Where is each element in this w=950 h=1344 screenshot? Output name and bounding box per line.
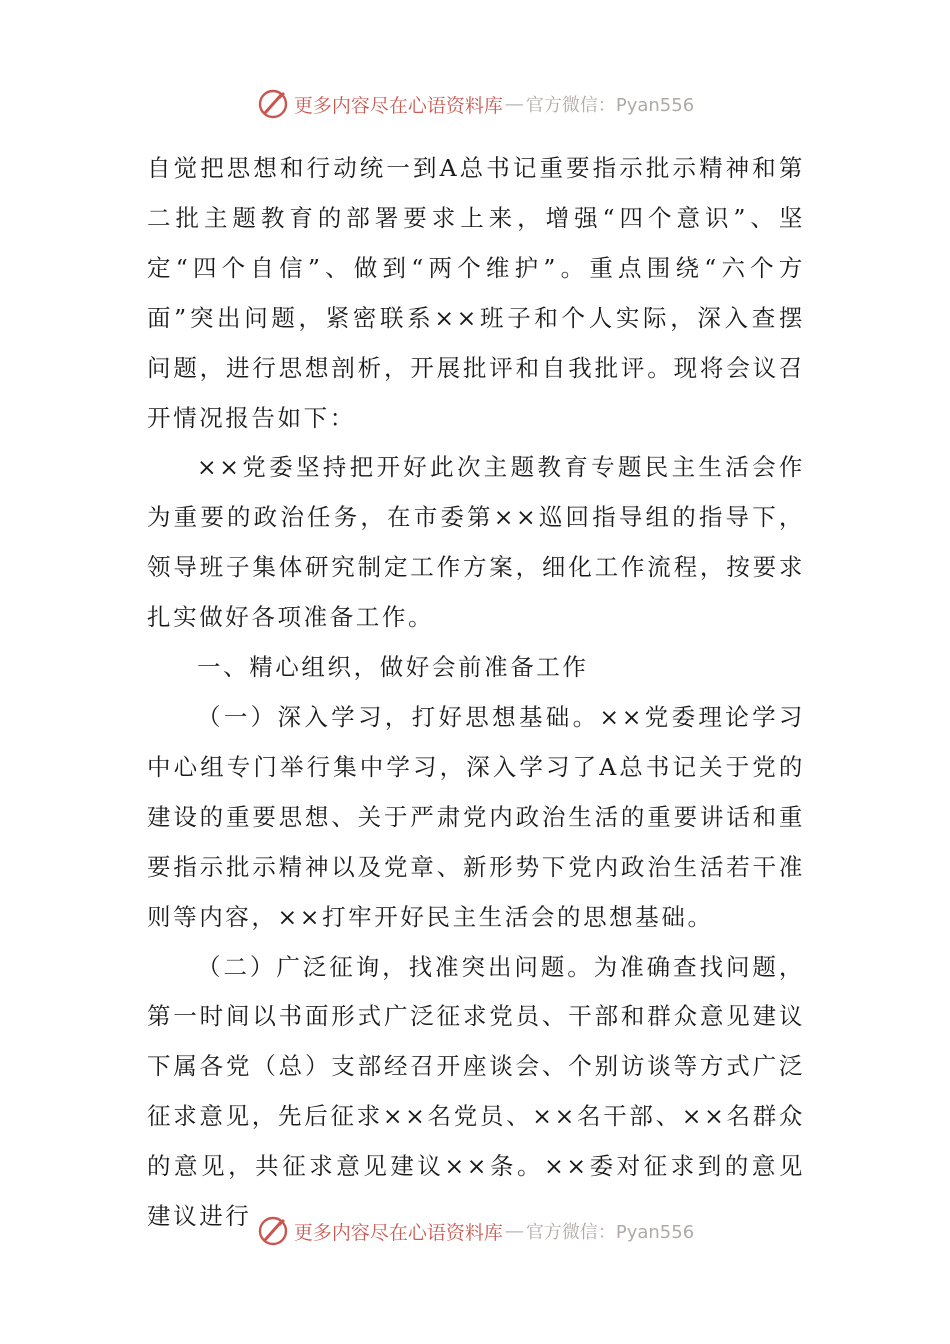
paragraph-study: （一）深入学习，打好思想基础。××党委理论学习中心组专门举行集中学习，深入学习了A总书记关于党的建设的重要思想、关于严肃党内政治生活的重要讲话和重要指示批示精神以及党章、新形势下党内政治生活若干准则等内容，××打牢开好民主生活会的思想基础。 [147,702,805,931]
watermark-header [0,84,950,124]
section-heading: 一、精心组织，做好会前准备工作 [197,653,589,682]
paragraph-intro: 自觉把思想和行动统一到A总书记重要指示批示精神和第二批主题教育的部署要求上来，增强“四个意识”、坚定“四个自信”、做到“两个维护”。重点围绕“六个方面”突出问题，紧密联系××班子和个人实际，深入查摆问题，进行思想剖析，开展批评和自我批评。现将会议召开情况报告如下： [147,154,805,432]
watermark-footer [0,1211,950,1251]
watermark-brand-text: 更多内容尽在心语资料库 [293,94,503,117]
watermark-brand-text: 更多内容尽在心语资料库 [293,1221,503,1244]
pen-logo-icon [256,87,290,121]
watermark-wechat-text: 官方微信：Pyan556 [525,95,695,116]
pen-logo-icon [256,1214,290,1248]
watermark-separator: — [504,93,524,115]
watermark-separator: — [504,1220,524,1242]
document-body [147,144,805,1242]
paragraph-consultation: （二）广泛征询，找准突出问题。为准确查找问题，第一时间以书面形式广泛征求党员、干部和群众意见建议下属各党（总）支部经召开座谈会、个别访谈等方式广泛征求意见，先后征求××名党员、××名干部、××名群众的意见，共征求意见建议××条。××委对征求到的意见建议进行 [147,952,805,1231]
watermark-wechat-text: 官方微信：Pyan556 [525,1222,695,1243]
paragraph-overview: ××党委坚持把开好此次主题教育专题民主生活会作为重要的政治任务，在市委第××巡回指导组的指导下，领导班子集体研究制定工作方案，细化工作流程，按要求扎实做好各项准备工作。 [147,453,805,632]
